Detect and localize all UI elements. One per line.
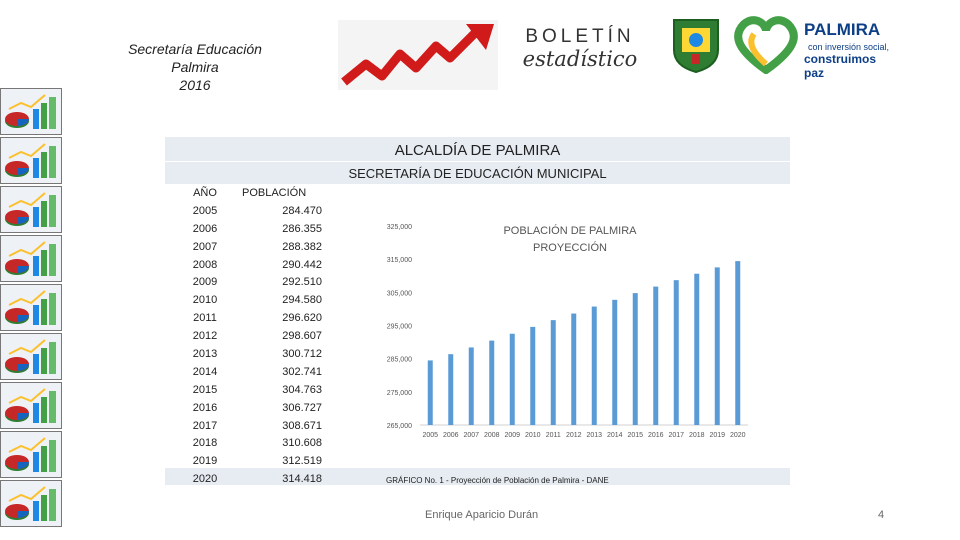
population-cell: 292.510 xyxy=(282,276,322,289)
decorative-thumbnail-strip xyxy=(0,88,62,529)
table-row xyxy=(170,452,322,470)
x-tick-label: 2017 xyxy=(668,432,685,439)
x-tick-label: 2015 xyxy=(627,432,644,439)
footer-author: Enrique Aparicio Durán xyxy=(425,509,539,521)
table-row xyxy=(170,345,322,363)
page-number: 4 xyxy=(878,509,885,521)
chart-thumbnail-icon xyxy=(0,137,62,184)
table-row xyxy=(170,399,322,417)
population-cell: 290.442 xyxy=(282,258,322,271)
table-row xyxy=(170,470,322,488)
y-tick-label: 295,000 xyxy=(386,323,412,331)
x-tick-label: 2008 xyxy=(483,432,500,439)
table-header-row xyxy=(170,184,322,202)
x-tick-label: 2006 xyxy=(442,432,459,439)
chart-title: POBLACIÓN DE PALMIRA xyxy=(503,225,637,237)
year-cell: 2005 xyxy=(192,204,218,217)
chart-title: PROYECCIÓN xyxy=(533,242,607,254)
bar xyxy=(448,354,453,425)
bar xyxy=(735,261,740,425)
population-chart xyxy=(370,200,760,440)
table-row xyxy=(170,363,322,381)
boletin-logo-top: BOLETÍN xyxy=(525,26,635,47)
bar xyxy=(592,307,597,425)
x-tick-label: 2009 xyxy=(504,432,521,439)
year-cell: 2017 xyxy=(192,419,218,432)
population-cell: 304.763 xyxy=(282,383,322,396)
population-cell: 286.355 xyxy=(282,222,322,235)
year-cell: 2015 xyxy=(192,383,218,396)
section-subtitle: SECRETARÍA DE EDUCACIÓN MUNICIPAL xyxy=(348,166,607,181)
table-row xyxy=(170,256,322,274)
bar xyxy=(694,274,699,425)
chart-thumbnail-icon xyxy=(0,284,62,331)
population-cell: 314.418 xyxy=(282,473,322,486)
bar xyxy=(612,300,617,425)
chart-thumbnail-icon xyxy=(0,431,62,478)
y-tick-label: 265,000 xyxy=(386,423,412,430)
palmira-heart-icon xyxy=(730,14,802,74)
table-row xyxy=(170,381,322,399)
population-cell: 284.470 xyxy=(282,204,322,217)
y-tick-label: 285,000 xyxy=(386,356,412,364)
x-tick-label: 2013 xyxy=(586,432,603,439)
year-column-header: AÑO xyxy=(193,186,217,199)
x-tick-label: 2010 xyxy=(524,432,541,439)
population-column-header: POBLACIÓN xyxy=(242,186,307,199)
population-cell: 312.519 xyxy=(282,455,322,468)
year-cell: 2008 xyxy=(192,258,218,271)
bar xyxy=(633,293,638,425)
population-cell: 310.608 xyxy=(282,437,322,450)
bar xyxy=(715,267,720,425)
y-tick-label: 315,000 xyxy=(386,257,412,265)
x-tick-label: 2020 xyxy=(729,432,746,439)
year-cell: 2010 xyxy=(192,294,218,307)
year-cell: 2013 xyxy=(192,347,218,360)
bar xyxy=(428,360,433,425)
population-cell: 298.607 xyxy=(282,330,322,343)
chart-thumbnail-icon xyxy=(0,186,62,233)
x-tick-label: 2014 xyxy=(606,432,623,439)
year-cell: 2019 xyxy=(192,455,218,468)
year-cell: 2020 xyxy=(192,473,218,486)
palmira-logo-subtitle: con inversión social, xyxy=(808,42,890,52)
chart-thumbnail-icon xyxy=(0,480,62,527)
bar xyxy=(674,280,679,425)
chart-caption: GRÁFICO No. 1 - Proyección de Población de Palmira - DANE xyxy=(386,476,609,485)
chart-thumbnail-icon xyxy=(0,333,62,380)
bar xyxy=(530,327,535,425)
population-table xyxy=(170,184,322,488)
table-row xyxy=(170,220,322,238)
palmira-logo-claim: construimos paz xyxy=(804,52,877,80)
boletin-logo xyxy=(520,26,640,70)
year-cell: 2007 xyxy=(192,240,218,253)
bar xyxy=(510,334,515,425)
year-cell: 2018 xyxy=(192,437,218,450)
header-line-3: 2016 xyxy=(179,77,211,93)
year-cell: 2016 xyxy=(192,401,218,414)
x-tick-label: 2016 xyxy=(647,432,664,439)
palmira-logo-title: PALMIRA xyxy=(804,20,881,39)
table-row xyxy=(170,309,322,327)
x-tick-label: 2007 xyxy=(463,432,480,439)
x-tick-label: 2012 xyxy=(565,432,582,439)
y-tick-label: 275,000 xyxy=(386,389,412,397)
y-tick-label: 305,000 xyxy=(386,290,412,298)
x-tick-label: 2011 xyxy=(545,432,561,439)
table-row xyxy=(170,202,322,220)
growth-arrow-logo xyxy=(338,20,498,90)
population-cell: 288.382 xyxy=(282,240,322,253)
table-row xyxy=(170,327,322,345)
population-cell: 300.712 xyxy=(282,347,322,360)
population-cell: 302.741 xyxy=(282,365,322,378)
year-cell: 2009 xyxy=(192,276,218,289)
year-cell: 2006 xyxy=(192,222,218,235)
bar xyxy=(653,287,658,425)
section-title: ALCALDÍA DE PALMIRA xyxy=(394,142,561,159)
table-row xyxy=(170,238,322,256)
bar xyxy=(469,347,474,425)
boletin-logo-bottom: estadístico xyxy=(522,47,638,71)
population-cell: 306.727 xyxy=(282,401,322,414)
bar xyxy=(571,314,576,425)
bar xyxy=(551,320,556,425)
population-cell: 308.671 xyxy=(282,419,322,432)
population-cell: 296.620 xyxy=(282,312,322,325)
population-cell: 294.580 xyxy=(282,294,322,307)
x-tick-label: 2019 xyxy=(709,432,726,439)
year-cell: 2012 xyxy=(192,330,218,343)
bar xyxy=(489,341,494,425)
municipal-seal-icon xyxy=(670,16,722,74)
table-row xyxy=(170,417,322,435)
x-tick-label: 2018 xyxy=(688,432,705,439)
table-row xyxy=(170,434,322,452)
chart-thumbnail-icon xyxy=(0,235,62,282)
header-line-1: Secretaría Educación xyxy=(128,41,262,57)
table-row xyxy=(170,273,322,291)
year-cell: 2014 xyxy=(192,365,218,378)
chart-thumbnail-icon xyxy=(0,88,62,135)
header-title-block xyxy=(110,40,280,94)
year-cell: 2011 xyxy=(193,312,217,325)
chart-thumbnail-icon xyxy=(0,382,62,429)
y-tick-label: 325,000 xyxy=(386,224,412,231)
palmira-logo xyxy=(730,14,890,80)
x-tick-label: 2005 xyxy=(422,432,439,439)
header-line-2: Palmira xyxy=(171,59,219,75)
table-row xyxy=(170,291,322,309)
